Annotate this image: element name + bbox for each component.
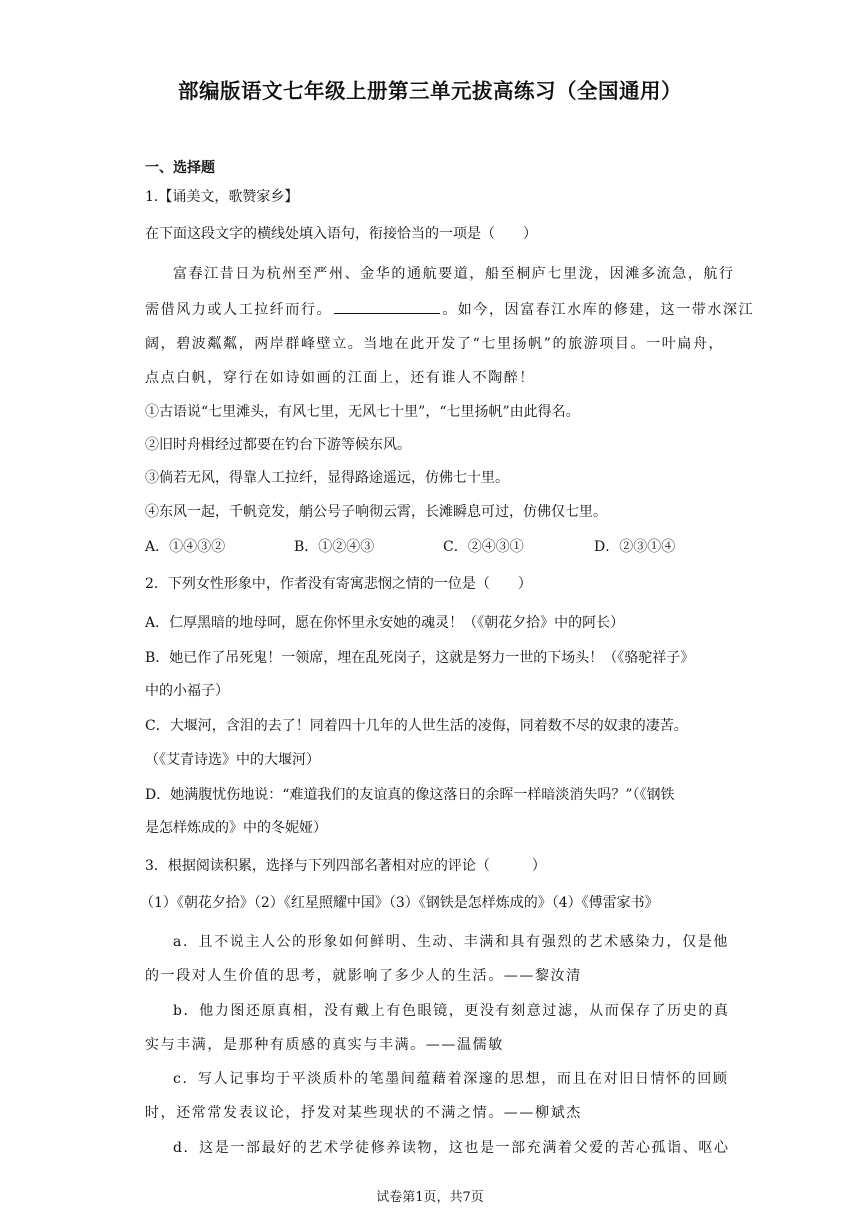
q2-option-b: B．她已作了吊死鬼！一领席，埋在乱死岗子，这就是努力一世的下场头！（《骆驼祥子》	[145, 650, 695, 666]
q3-book-list: （1）《朝花夕拾》（2）《红星照耀中国》（3）《钢铁是怎样炼成的》（4）《傅雷家书》	[140, 895, 659, 911]
q2-option-d: D．她满腹忧伤地说：“难道我们的友谊真的像这落日的余晖一样暗淡消失吗？”（《钢铁	[145, 787, 675, 803]
q1-stem: 在下面这段文字的横线处填入语句，衔接恰当的一项是（ ）	[145, 226, 537, 242]
q3-stem: 3．根据阅读积累，选择与下列四部名著相对应的评论（ ）	[145, 858, 546, 874]
q1-passage-line	[145, 299, 754, 320]
q1-passage-line: 阔，碧波粼粼，两岸群峰壁立。当地在此开发了“七里扬帆”的旅游项目。一叶扁舟，	[145, 336, 725, 352]
page-footer: 试卷第1页，共7页	[376, 1190, 484, 1205]
q1-option-a: A．①④③②	[145, 539, 226, 555]
q2-option-a: A．仁厚黑暗的地母呵，愿在你怀里永安她的魂灵！（《朝花夕拾》中的阿长）	[145, 615, 625, 631]
q1-option-d: D．②③①④	[594, 539, 676, 555]
q1-sentence: ③倘若无风，得靠人工拉纤，显得路途遥远，仿佛七十里。	[145, 470, 509, 486]
q1-sentence: ④东风一起，千帆竞发，艄公号子响彻云霄，长滩瞬息可过，仿佛仅七里。	[145, 504, 607, 520]
page-title: 部编版语文七年级上册第三单元拔高练习（全国通用）	[178, 79, 682, 103]
q2-stem: 2．下列女性形象中，作者没有寄寓悲悯之情的一位是（ ）	[145, 576, 532, 592]
q3-comment-b: b．他力图还原真相，没有戴上有色眼镜，更没有刻意过滤，从而保存了历史的真	[173, 1003, 730, 1019]
q3-comment-d: d．这是一部最好的艺术学徒修养读物，这也是一部充满着父爱的苦心孤诣、呕心	[173, 1140, 730, 1156]
q3-comment-a: a．且不说主人公的形象如何鲜明、生动、丰满和具有强烈的艺术感染力，仅是他	[173, 934, 729, 950]
q3-comment-a-cont: 的一段对人生价值的思考，就影响了多少人的生活。——黎汝清	[145, 968, 582, 984]
q1-sentence: ①古语说“七里滩头，有风七里，无风七十里”，“七里扬帆”由此得名。	[145, 404, 580, 420]
q1-option-b: B．①②④③	[294, 539, 375, 555]
passage-text: 。如今，因富春江水库的修建，这一带水深江	[442, 302, 755, 318]
fill-blank	[334, 299, 440, 314]
q3-comment-c: c．写人记事均于平淡质朴的笔墨间蕴藉着深邃的思想，而且在对旧日情怀的回顾	[173, 1071, 729, 1087]
q1-passage-line: 点点白帆，穿行在如诗如画的江面上，还有谁人不陶醉！	[145, 370, 535, 386]
passage-text: 需借风力或人工拉纤而行。	[145, 302, 333, 318]
q1-header: 1.【诵美文，歌赞家乡】	[145, 189, 299, 205]
q1-sentence: ②旧时舟楫经过都要在钓台下游等候东风。	[145, 437, 411, 453]
q2-option-c-cont: （《艾青诗选》中的大堰河）	[145, 752, 320, 768]
q3-comment-b-cont: 实与丰满，是那种有质感的真实与丰满。——温儒敏	[145, 1037, 504, 1053]
section-heading: 一、选择题	[145, 160, 215, 176]
q1-passage-line: 富春江昔日为杭州至严州、金华的通航要道，船至桐庐七里泷，因滩多流急，航行	[173, 266, 735, 282]
q3-comment-c-cont: 时，还常常发表议论，抒发对某些现状的不满之情。——柳斌杰	[145, 1105, 582, 1121]
q2-option-c: C．大堰河，含泪的去了！同着四十几年的人世生活的凌侮，同着数不尽的奴隶的凄苦。	[145, 718, 688, 734]
q2-option-d-cont: 是怎样炼成的》中的冬妮娅）	[145, 820, 327, 836]
q1-option-c: C．②④③①	[443, 539, 524, 555]
q2-option-b-cont: 中的小福子）	[145, 683, 229, 699]
